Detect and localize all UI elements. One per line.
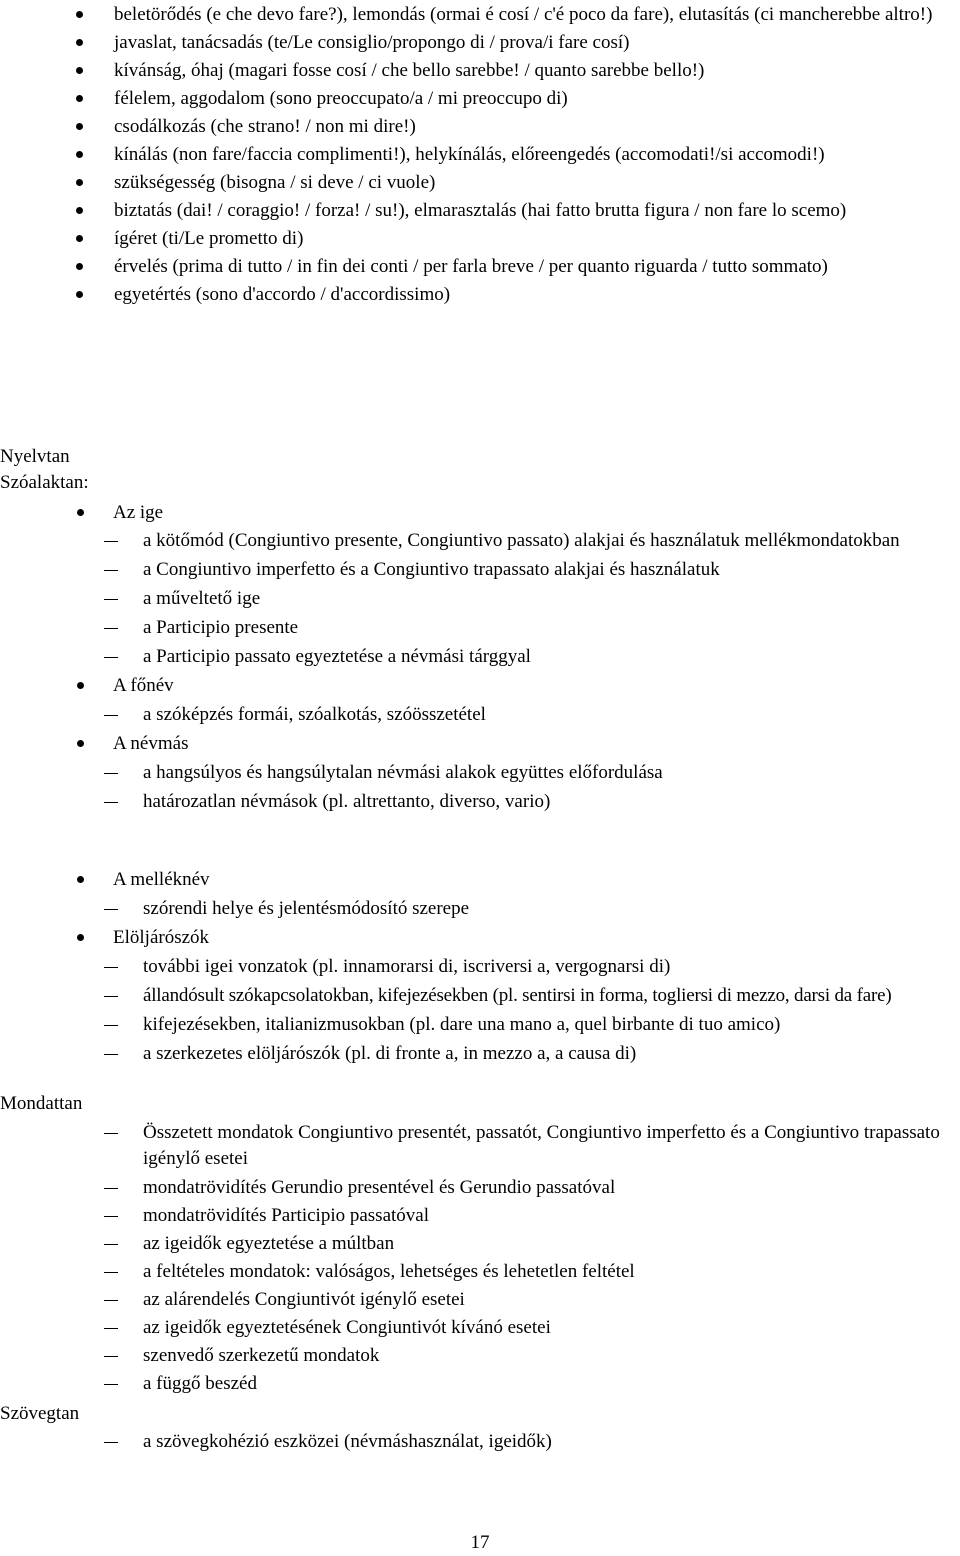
- bullet-icon: [76, 207, 83, 214]
- sub-item: az igeidők egyeztetésének Congiuntivót kívánó esetei: [0, 1315, 960, 1341]
- dash-icon: [104, 1133, 118, 1134]
- sub-item: további igei vonzatok (pl. innamorarsi di, iscriversi a, vergognarsi di): [0, 954, 960, 980]
- list-item: érvelés (prima di tutto / in fin dei conti / per farla breve / per quanto riguarda / tutto sommato): [0, 254, 960, 280]
- dash-icon: [104, 1356, 118, 1357]
- dash-icon: [104, 628, 118, 629]
- dash-icon: [104, 1025, 118, 1026]
- bullet-icon: [76, 291, 83, 298]
- sub-item: állandósult szókapcsolatokban, kifejezésekben (pl. sentirsi in forma, togliersi di mezzo, darsi da fare): [0, 983, 960, 1009]
- sub-item: a műveltető ige: [0, 586, 960, 612]
- bullet-icon: [77, 876, 84, 883]
- bullet-icon: [77, 740, 84, 747]
- sub-item: szenvedő szerkezetű mondatok: [0, 1343, 960, 1369]
- sub-item: mondatrövidítés Gerundio presentével és Gerundio passatóval: [0, 1175, 960, 1201]
- dash-icon: [104, 1054, 118, 1055]
- list-item: kívánság, óhaj (magari fosse cosí / che bello sarebbe! / quanto sarebbe bello!): [0, 58, 960, 84]
- section-heading-szovegtan: Szövegtan: [0, 1403, 80, 1424]
- bullet-icon: [76, 95, 83, 102]
- list-item: egyetértés (sono d'accordo / d'accordissimo): [0, 282, 960, 308]
- dash-icon: [104, 1300, 118, 1301]
- sub-item: a Participio passato egyeztetése a névmási tárggyal: [0, 644, 960, 670]
- list-item-eloljaroszok: Elöljárószók: [0, 925, 960, 951]
- list-item: javaslat, tanácsadás (te/Le consiglio/propongo di / prova/i fare cosí): [0, 30, 960, 56]
- list-item-nevmas: A névmás: [0, 731, 960, 757]
- bullet-icon: [76, 67, 83, 74]
- bullet-icon: [76, 39, 83, 46]
- bullet-icon: [77, 934, 84, 941]
- dash-icon: [104, 909, 118, 910]
- bullet-icon: [76, 235, 83, 242]
- sub-item: a Congiuntivo imperfetto és a Congiuntivo trapassato alakjai és használatuk: [0, 557, 960, 583]
- sub-item: határozatlan névmások (pl. altrettanto, diverso, vario): [0, 789, 960, 815]
- sub-item: szórendi helye és jelentésmódosító szerepe: [0, 896, 960, 922]
- sub-item: a feltételes mondatok: valóságos, lehetséges és lehetetlen feltétel: [0, 1259, 960, 1285]
- dash-icon: [104, 599, 118, 600]
- list-item-melleknev: A melléknév: [0, 867, 960, 893]
- dash-icon: [104, 802, 118, 803]
- dash-icon: [104, 967, 118, 968]
- dash-icon: [104, 1328, 118, 1329]
- list-item: félelem, aggodalom (sono preoccupato/a / mi preoccupo di): [0, 86, 960, 112]
- dash-icon: [104, 773, 118, 774]
- section-heading-nyelvtan: Nyelvtan: [0, 446, 70, 467]
- bullet-icon: [76, 179, 83, 186]
- dash-icon: [104, 1244, 118, 1245]
- sub-item: kifejezésekben, italianizmusokban (pl. dare una mano a, quel birbante di tuo amico): [0, 1012, 960, 1038]
- bullet-icon: [76, 151, 83, 158]
- bullet-icon: [77, 682, 84, 689]
- sub-item: a hangsúlyos és hangsúlytalan névmási alakok együttes előfordulása: [0, 760, 960, 786]
- page-number: 17: [470, 1532, 490, 1553]
- section-heading-szoalaktan: Szóalaktan:: [0, 472, 89, 493]
- dash-icon: [104, 657, 118, 658]
- dash-icon: [104, 1442, 118, 1443]
- list-item: csodálkozás (che strano! / non mi dire!): [0, 114, 960, 140]
- dash-icon: [104, 1384, 118, 1385]
- sub-item: az alárendelés Congiuntivót igénylő esetei: [0, 1287, 960, 1313]
- sub-item: a szövegkohézió eszközei (névmáshasználat, igeidők): [0, 1429, 960, 1455]
- list-item: biztatás (dai! / coraggio! / forza! / su!), elmarasztalás (hai fatto brutta figura / non fare lo scemo): [0, 198, 960, 224]
- sub-item: a kötőmód (Congiuntivo presente, Congiuntivo passato) alakjai és használatuk mellékmondatokban: [0, 528, 960, 554]
- bullet-icon: [76, 263, 83, 270]
- communication-functions-list: [0, 2, 960, 308]
- dash-icon: [104, 715, 118, 716]
- dash-icon: [104, 1188, 118, 1189]
- dash-icon: [104, 1216, 118, 1217]
- sub-item: a szóképzés formái, szóalkotás, szóösszetétel: [0, 702, 960, 728]
- dash-icon: [104, 1272, 118, 1273]
- sub-item: a Participio presente: [0, 615, 960, 641]
- sub-item: az igeidők egyeztetése a múltban: [0, 1231, 960, 1257]
- list-item-ige: Az ige: [0, 500, 960, 526]
- sub-item: a szerkezetes elöljárószók (pl. di fronte a, in mezzo a, a causa di): [0, 1041, 960, 1067]
- list-item: beletörődés (e che devo fare?), lemondás (ormai é cosí / c'é poco da fare), elutasítás (ci mancherebbe altro!): [0, 2, 960, 28]
- szoalaktan-list-continued: [0, 867, 960, 1067]
- dash-icon: [104, 570, 118, 571]
- bullet-icon: [76, 11, 83, 18]
- sub-item: a függő beszéd: [0, 1371, 960, 1397]
- szoalaktan-list: [0, 500, 960, 815]
- bullet-icon: [77, 509, 84, 516]
- dash-icon: [104, 541, 118, 542]
- list-item: ígéret (ti/Le prometto di): [0, 226, 960, 252]
- list-item: szükségesség (bisogna / si deve / ci vuole): [0, 170, 960, 196]
- szovegtan-list: [0, 1429, 960, 1455]
- mondattan-list: [0, 1120, 960, 1397]
- dash-icon: [104, 996, 118, 997]
- section-heading-mondattan: Mondattan: [0, 1093, 83, 1114]
- list-item-fonev: A főnév: [0, 673, 960, 699]
- bullet-icon: [76, 123, 83, 130]
- sub-item: Összetett mondatok Congiuntivo presentét, passatót, Congiuntivo imperfetto és a Congiuntivo trapassato igénylő esetei: [0, 1120, 960, 1172]
- list-item: kínálás (non fare/faccia complimenti!), helykínálás, előreengedés (accomodati!/si accomodi!): [0, 142, 960, 168]
- sub-item: mondatrövidítés Participio passatóval: [0, 1203, 960, 1229]
